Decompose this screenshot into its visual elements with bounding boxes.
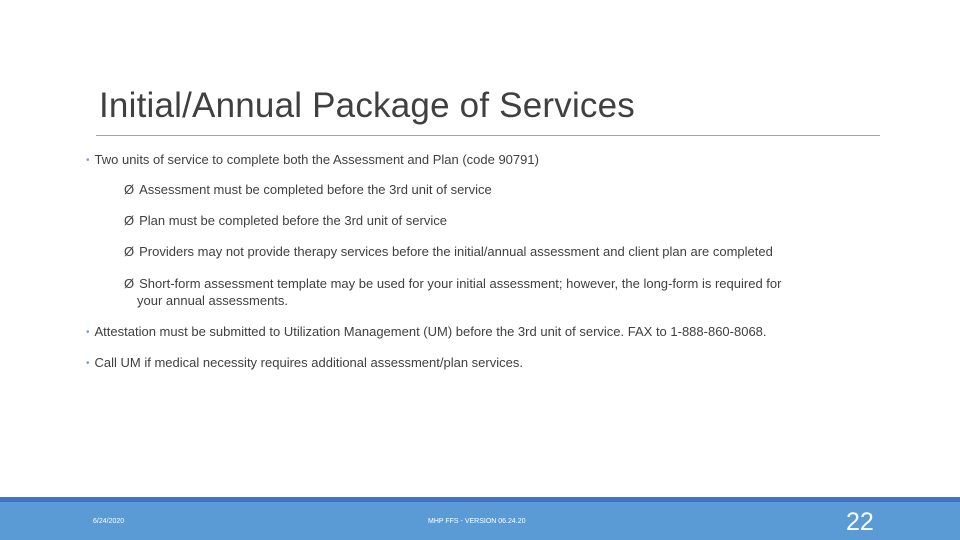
sub-bullet-text: Short-form assessment template may be used for your initial assessment; however, the long-form is required for	[139, 276, 782, 291]
bullet-text: Two units of service to complete both the Assessment and Plan (code 90791)	[94, 152, 539, 167]
bullet-item-call-um	[86, 354, 523, 372]
sub-bullet-text-continued: your annual assessments.	[137, 293, 289, 308]
sub-bullet-short-form	[124, 275, 781, 309]
slide-title: Initial/Annual Package of Services	[99, 86, 635, 125]
bullet-icon: •	[86, 358, 90, 369]
footer-version: MHP FFS - VERSION 06.24.20	[428, 518, 526, 525]
sub-bullet-text: Plan must be completed before the 3rd unit of service	[139, 213, 447, 228]
sub-bullet-providers	[124, 243, 773, 260]
footer-date: 6/24/2020	[93, 518, 125, 525]
bullet-icon: •	[86, 327, 90, 338]
sub-bullet-text: Assessment must be completed before the 3rd unit of service	[139, 182, 492, 197]
arrow-bullet-icon: Ø	[124, 182, 135, 197]
sub-bullet-text: Providers may not provide therapy services before the initial/annual assessment and client plan are completed	[139, 244, 773, 259]
bullet-item-units	[86, 151, 539, 169]
sub-bullet-assessment	[124, 181, 492, 198]
page-number: 22	[846, 508, 874, 536]
title-divider	[96, 135, 880, 136]
arrow-bullet-icon: Ø	[124, 213, 135, 228]
bullet-text: Attestation must be submitted to Utilization Management (UM) before the 3rd unit of service. FAX to 1-888-860-8068.	[94, 324, 767, 339]
sub-bullet-plan	[124, 212, 447, 229]
arrow-bullet-icon: Ø	[124, 244, 135, 259]
bullet-icon: •	[86, 155, 90, 166]
bullet-text: Call UM if medical necessity requires additional assessment/plan services.	[94, 355, 523, 370]
bullet-item-attestation	[86, 323, 767, 341]
arrow-bullet-icon: Ø	[124, 276, 135, 291]
